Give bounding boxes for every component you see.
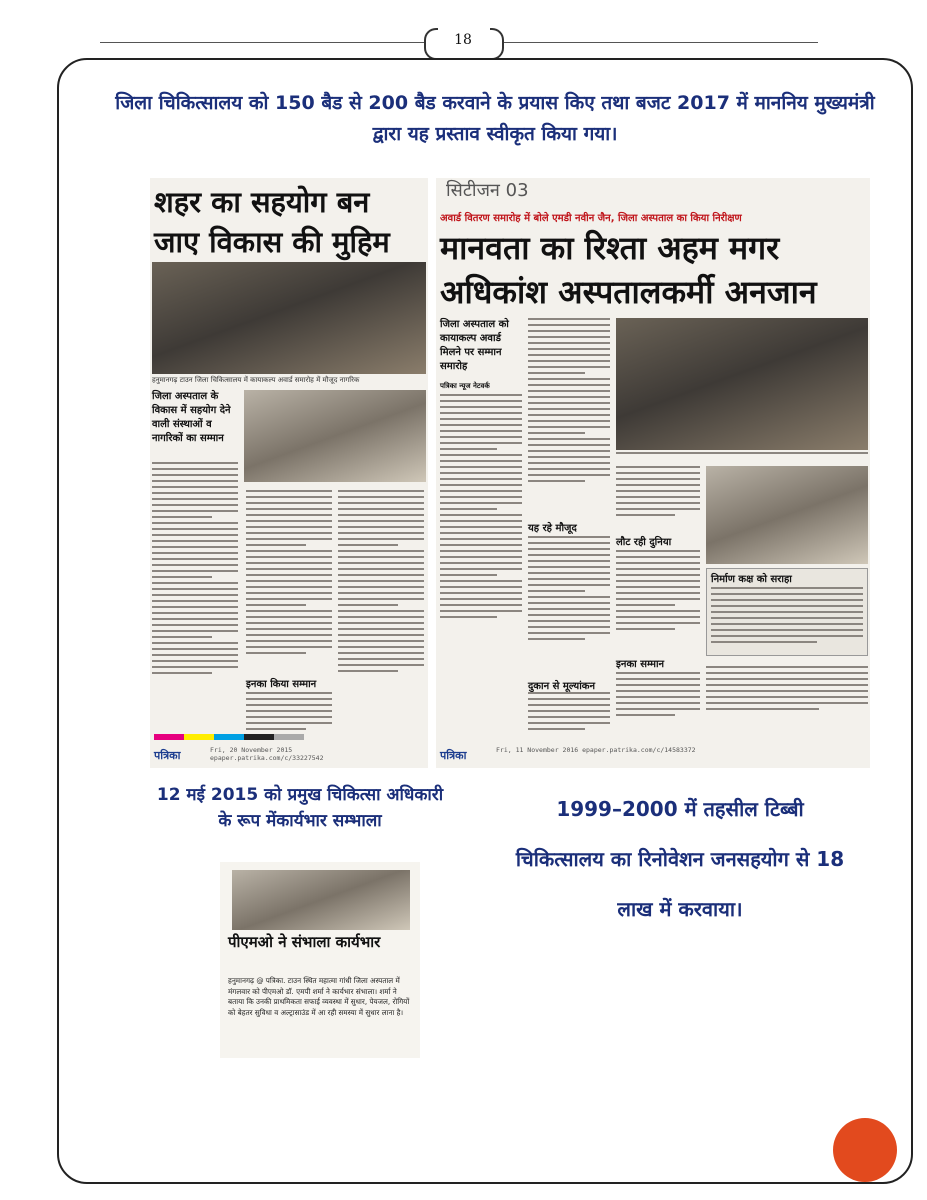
note-left: 12 मई 2015 को प्रमुख चिकित्सा अधिकारी के रूप मेंकार्यभार सम्भाला <box>156 785 444 831</box>
header-bracket-right <box>490 28 504 60</box>
clipping-right-text-col-2b <box>528 536 610 644</box>
clipping-right-text-col-2 <box>528 318 610 486</box>
color-registration-bar <box>154 734 304 740</box>
clipping-right-text-col-1 <box>440 394 522 622</box>
clipping-left-photo-caption: हनुमानगढ़ टाउन जिला चिकित्सालय में कायाकल्प अवार्ड समारोह में मौजूद नागरिक <box>152 376 360 384</box>
clipping-right-text-col-4 <box>706 666 868 714</box>
clipping-left-footer: Fri, 20 November 2015 epaper.patrika.com/c/33227542 <box>210 746 324 762</box>
clipping-left-text-col-3 <box>338 490 424 676</box>
header-rule-right <box>502 42 818 43</box>
clipping-right-text-col-2c <box>528 692 610 734</box>
clipping-left-text-col-2b <box>246 692 332 734</box>
newspaper-clipping-left <box>150 178 428 768</box>
clipping-left-subhead: इनका किया सम्मान <box>246 679 317 690</box>
clipping-right-kicker: अवार्ड वितरण समारोह में बोले एमडी नवीन जैन, जिला अस्पताल का किया निरीक्षण <box>440 213 742 224</box>
page-heading: जिला चिकित्सालय को 150 बैड से 200 बैड करवाने के प्रयास किए तथा बजट 2017 में माननिय मुख्यमंत्री द्वारा यह प्रस्ताव स्वीकृत किया गया। <box>115 92 875 145</box>
clipping-right-subhead-world: लौट रही दुनिया <box>616 537 672 548</box>
clipping-left-photo-top <box>152 262 426 374</box>
page-number: 18 <box>454 32 472 48</box>
clipping-right-photo-award-caption <box>616 452 868 454</box>
clipping-left-text-col-1 <box>152 462 238 678</box>
clipping-right-paper-logo: पत्रिका <box>440 749 467 762</box>
decorative-orange-circle <box>833 1118 897 1182</box>
newspaper-clipping-right <box>436 178 870 768</box>
header-rule-left <box>100 42 424 43</box>
clipping-right-text-col-3c <box>616 672 700 720</box>
clipping-right-headline: मानवता का रिश्ता अहम मगर अधिकांश अस्पतालकर्मी अनजान <box>440 229 817 311</box>
clipping-left-side-box: जिला अस्पताल के विकास में सहयोग देने वाली संस्थाओं व नागरिकों का सम्मान <box>152 390 238 446</box>
clipping-right-strip: सिटीजन 03 <box>446 180 529 201</box>
clipping-right-text-col-3b <box>616 550 700 634</box>
clipping-left-photo-ceremony <box>244 390 426 482</box>
clipping-right-photo-award <box>616 318 868 450</box>
clipping-small-headline: पीएमओ ने संभाला कार्यभार <box>228 933 381 951</box>
clipping-small-body: हनुमानगढ़ @ पत्रिका. टाउन स्थित महात्मा गांधी जिला अस्पताल में मंगलवार को पीएमओ डॉ. एमपी शर्मा ने कार्यभार संभाला। शर्मा ने बताया कि उनकी प्राथमिकता सफाई व्यवस्था में सुधार, पेयजल, रोगियों को बेहतर सुविधा व अल्ट्रासाउंड में आ रही समस्या में सुधार लाना है। <box>228 976 410 1017</box>
clipping-right-subhead-present: यह रहे मौजूद <box>528 523 577 534</box>
clipping-right-box-text <box>711 587 863 647</box>
clipping-right-subhead-honour: इनका सम्मान <box>616 659 665 670</box>
clipping-small-photo <box>232 870 410 930</box>
clipping-right-box <box>706 568 868 656</box>
clipping-left-text-col-2 <box>246 490 332 658</box>
newspaper-clipping-small <box>220 862 420 1058</box>
clipping-right-photo-inspection <box>706 466 868 564</box>
clipping-right-text-col-3 <box>616 466 700 520</box>
clipping-right-subhead-evaluation: दुकान से मूल्यांकन <box>528 681 596 692</box>
clipping-right-sub-box: जिला अस्पताल को कायाकल्प अवार्ड मिलने पर सम्मान समारोह <box>440 318 522 374</box>
clipping-left-paper-logo: पत्रिका <box>154 749 181 762</box>
clipping-right-byline: पत्रिका न्यूज नेटवर्क <box>440 382 490 390</box>
note-right: 1999–2000 में तहसील टिब्बी चिकित्सालय का रिनोवेशन जनसहयोग से 18 लाख में करवाया। <box>515 797 845 921</box>
clipping-right-box-title: निर्माण कक्ष को सराहा <box>711 574 792 585</box>
clipping-right-footer: Fri, 11 November 2016 epaper.patrika.com/c/14583372 <box>496 746 696 754</box>
clipping-left-headline: शहर का सहयोग बन जाए विकास की मुहिम <box>154 185 390 259</box>
